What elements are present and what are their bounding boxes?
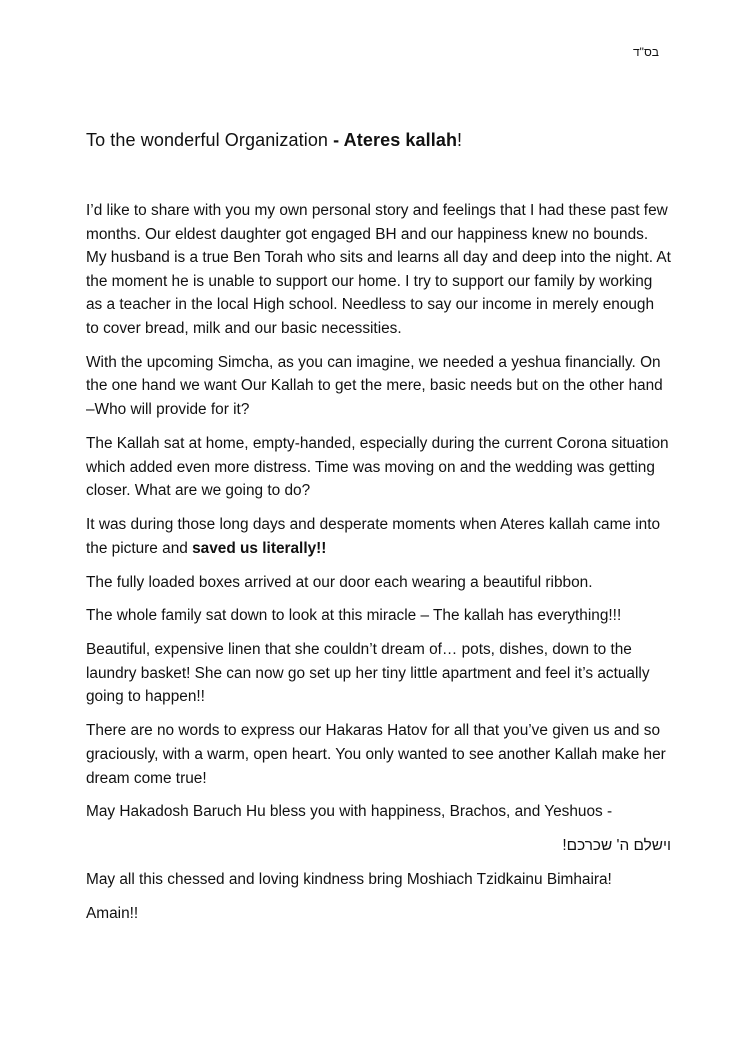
header-bsd-mark: בס"ד <box>633 45 659 59</box>
paragraph-1: I’d like to share with you my own personal story and feelings that I had these past few months. Our eldest daughter got engaged BH and our happiness knew no bounds. My husband is a true Ben Torah who sits and learns all day and deep into the night. At the moment he is unable to support our home. I try to support our family by working as a teacher in the local High school. Needless to say our income in merely enough to cover bread, milk and our basic necessities. <box>86 202 671 337</box>
paragraph-4-bold: saved us literally!! <box>192 539 327 557</box>
paragraph-3: The Kallah sat at home, empty-handed, especially during the current Corona situation which added even more distress. Time was moving on and the wedding was getting closer. What are we going to do? <box>86 434 669 500</box>
paragraph-5: The fully loaded boxes arrived at our door each wearing a beautiful ribbon. <box>86 573 593 591</box>
letter-title <box>86 130 462 151</box>
paragraph-9: May Hakadosh Baruch Hu bless you with happiness, Brachos, and Yeshuos - <box>86 803 613 821</box>
paragraph-11: May all this chessed and loving kindness bring Moshiach Tzidkainu Bimhaira! <box>86 871 612 889</box>
paragraph-4 <box>86 513 671 560</box>
title-organization-name: - Ateres kallah <box>333 130 458 150</box>
paragraph-10-hebrew: וישלם ה' שכרכם! <box>562 837 671 855</box>
paragraph-4-text: It was during those long days and desperate moments when Ateres kallah came into the picture and <box>86 516 661 557</box>
paragraph-7: Beautiful, expensive linen that she couldn’t dream of… pots, dishes, down to the laundry basket! She can now go set up her tiny little apartment and feel it’s actually going to happen!! <box>86 641 650 706</box>
paragraph-6: The whole family sat down to look at this miracle – The kallah has everything!!! <box>86 607 622 625</box>
title-prefix: To the wonderful Organization <box>86 130 334 150</box>
letter-body <box>86 199 671 936</box>
paragraph-2: With the upcoming Simcha, as you can imagine, we needed a yeshua financially. On the one hand we want Our Kallah to get the mere, basic needs but on the other hand –Who will provide for it? <box>86 353 663 419</box>
paragraph-12: Amain!! <box>86 905 139 923</box>
title-suffix: ! <box>457 130 463 150</box>
paragraph-8: There are no words to express our Hakaras Hatov for all that you’ve given us and so graciously, with a warm, open heart. You only wanted to see another Kallah make her dream come true! <box>86 722 666 787</box>
